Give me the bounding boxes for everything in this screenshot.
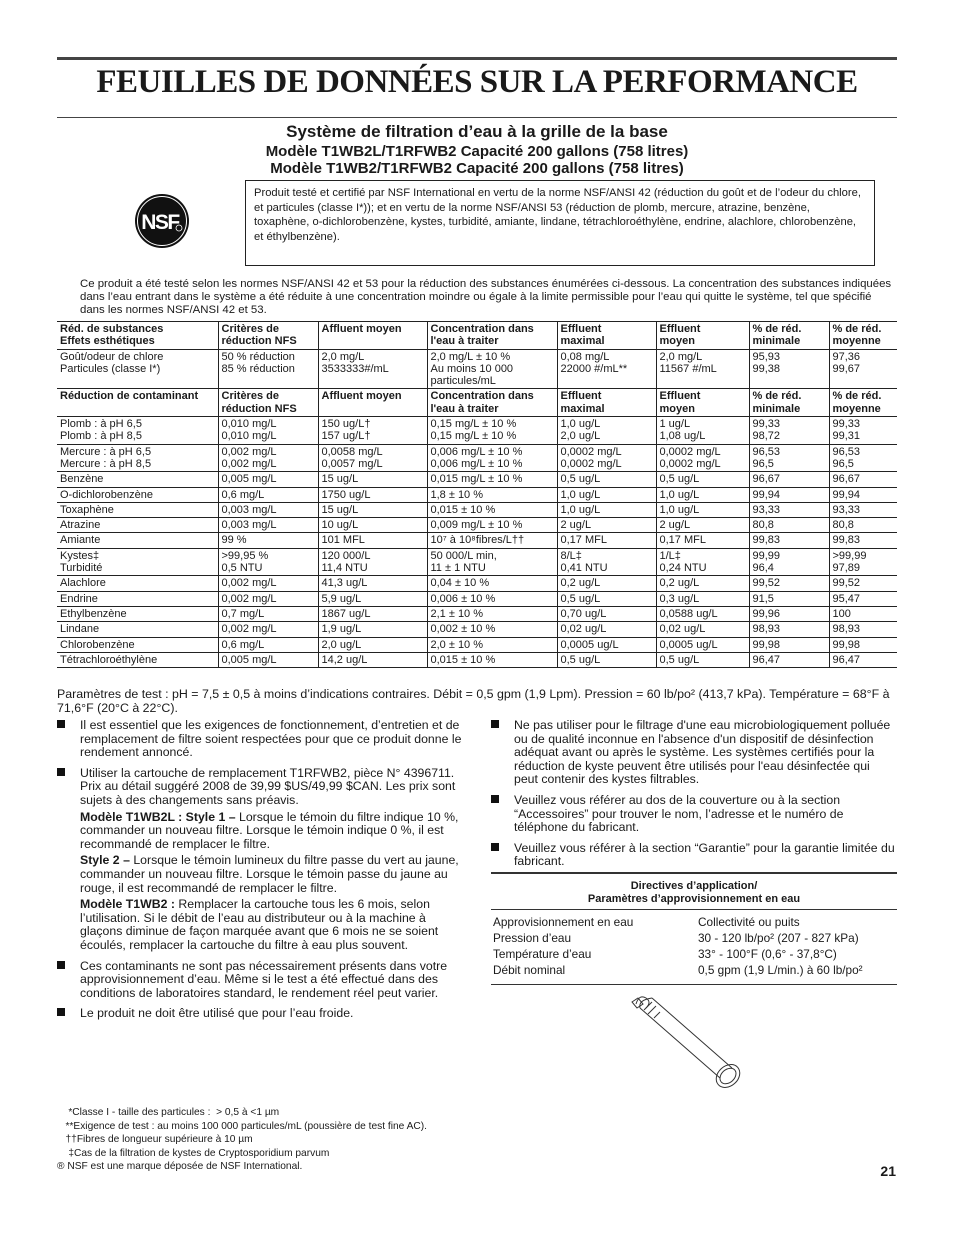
table-cell: 100 [829, 606, 897, 621]
left-notes [57, 719, 462, 1028]
list-item: Veuillez vous référer au dos de la couverture ou à la section “Accessoires” pour trouver le nom, l’adresse et le numéro de téléphone du fabricant. [491, 794, 897, 835]
table-cell: Alachlore [60, 577, 106, 590]
table-cell: 1867 ug/L [318, 606, 427, 621]
table-cell: 80,8 [749, 518, 829, 533]
table-cell: 8/L‡ 0,41 NTU [557, 548, 656, 576]
table-cell: 0,7 mg/L [218, 606, 318, 621]
model-t1wb2l-note: Modèle T1WB2L : Style 1 – Lorsque le témoin du filtre indique 10 %, commander un nouveau filtre. Lorsque le témoin indique 0 %, il est recommandé de remplacer le filtre. [80, 809, 459, 851]
table-cell: 0,08 mg/L 22000 #/mL** [557, 349, 656, 389]
table-cell: 14,2 ug/L [318, 652, 427, 667]
table-cell: 99,33 98,72 [749, 417, 829, 445]
table-cell: 96,53 96,5 [829, 444, 897, 472]
table-cell: 99,99 96,4 [749, 548, 829, 576]
table-cell: Kystes‡ Turbidité [60, 549, 103, 575]
table-cell: 5,9 ug/L [318, 591, 427, 606]
table-cell: 0,17 MFL [656, 533, 749, 548]
column-header: Affluent moyen [318, 322, 427, 350]
table-cell: 0,5 ug/L [557, 472, 656, 487]
table-row [57, 606, 897, 621]
table-cell: 2,0 ± 10 % [427, 637, 557, 652]
table-cell: 99,94 [749, 487, 829, 502]
table-cell: 96,67 [829, 472, 897, 487]
table-cell: 99,96 [749, 606, 829, 621]
table-cell: 0,0588 ug/L [656, 606, 749, 621]
table-cell: Critères de réduction NFS [218, 389, 318, 417]
table-cell: 0,6 mg/L [218, 637, 318, 652]
table-row [57, 622, 897, 637]
table-cell: O-dichlorobenzène [60, 488, 153, 501]
table-cell: 0,015 mg/L ± 10 % [427, 472, 557, 487]
table-cell: 96,47 [829, 652, 897, 667]
table-cell: 97,36 99,67 [829, 349, 897, 389]
directives-header: Directives d’application/ Paramètres d’approvisionnement en eau [491, 872, 897, 910]
table-cell: Ethylbenzène [60, 607, 127, 620]
table-cell: 0,0002 mg/L 0,0002 mg/L [656, 444, 749, 472]
table-row [57, 548, 897, 576]
table-cell: Plomb : à pH 6,5 Plomb : à pH 8,5 [60, 418, 142, 443]
table-cell: 1,0 ug/L [557, 487, 656, 502]
table-cell: Atrazine [60, 519, 101, 532]
footnote: ‡Cas de la filtration de kystes de Cryptosporidium parvum [57, 1147, 330, 1159]
table-cell: 1,0 ug/L 2,0 ug/L [557, 417, 656, 445]
table-cell: Lindane [60, 623, 100, 636]
table-cell: 15 ug/L [318, 502, 427, 517]
table-cell: Goût/odeur de chlore Particules (classe I*) [60, 350, 164, 375]
column-header: Effluent maximal [557, 322, 656, 350]
table-cell: Tétrachloroéthylène [60, 653, 158, 666]
table-cell: % de réd. minimale [749, 389, 829, 417]
footnote: **Exigence de test : au moins 100 000 particules/mL (poussière de test fine AC). [57, 1120, 427, 1132]
table-cell: 0,2 ug/L [656, 576, 749, 591]
list-item: Utiliser la cartouche de remplacement T1RFWB2, pièce N° 4396711. Prix au détail suggéré 2008 de 39,99 $US/49,99 $CAN. Les prix sont sujets à des changements sans préavis. Modèle T1WB2L : Style 1 – Lorsque le témoin du filtre indique 10 %, commander un nouveau filtre. Lorsque le témoin indique 0 %, il est recommandé de remplacer le filtre. Style 2 – Lorsque le témoin lumineux du filtre passe du vert au jaune, commander un nouveau filtre. Lorsque le témoin passe du jaune au rouge, il est recommandé de remplacer le filtre. Modèle T1WB2 : Remplacer la cartouche tous les 6 mois, selon l’utilisation. Si le débit de l’eau au distributeur ou à la machine à glaçons diminue de façon marquée avant que 6 mois ne se soient écoulés, remplacer la cartouche du filtre à eau plus souvent. [57, 767, 462, 953]
list-item: Ces contaminants ne sont pas nécessairement présents dans votre approvisionnement d’eau. Même si le test a été effectué dans des conditions de laboratoires standard, le rendement réel peut varier. [57, 960, 462, 1001]
title-rule [57, 117, 897, 118]
table-cell: 99,83 [749, 533, 829, 548]
table-cell: 0,15 mg/L ± 10 % 0,15 mg/L ± 10 % [427, 417, 557, 445]
table-row [57, 576, 897, 591]
table-cell: 0,5 ug/L [656, 652, 749, 667]
bullet-icon [57, 768, 65, 776]
table-cell: 0,003 mg/L [218, 518, 318, 533]
bullet-icon [491, 795, 499, 803]
directive-row: Température d’eau 33° - 100°F (0,6° - 37,8°C) [493, 947, 837, 961]
table-cell: Effluent moyen [656, 389, 749, 417]
nsf-logo-icon [134, 193, 190, 249]
directive-row: Débit nominal 0,5 gpm (1,9 L/min.) à 60 lb/po² [493, 963, 863, 977]
table-cell: 0,002 ± 10 % [427, 622, 557, 637]
table-cell: 0,04 ± 10 % [427, 576, 557, 591]
table-cell: 0,5 ug/L [557, 652, 656, 667]
table-row [57, 652, 897, 667]
table-cell: 2 ug/L [557, 518, 656, 533]
column-header: % de réd. moyenne [829, 322, 897, 350]
table-row [57, 533, 897, 548]
footnotes [57, 1106, 557, 1174]
table-cell: 1,0 ug/L [656, 487, 749, 502]
table-cell: 15 ug/L [318, 472, 427, 487]
table-cell: 101 MFL [318, 533, 427, 548]
table-cell: 91,5 [749, 591, 829, 606]
table-cell: 0,002 mg/L [218, 591, 318, 606]
list-item: Il est essentiel que les exigences de fonctionnement, d’entretien et de remplacement de filtre soient respectées pour que ce produit donne le rendement annoncé. [57, 719, 462, 760]
table-cell: Chlorobenzène [60, 638, 135, 651]
table-cell: 0,02 ug/L [557, 622, 656, 637]
table-cell: 50 % réduction 85 % réduction [218, 349, 318, 389]
table-cell: 96,67 [749, 472, 829, 487]
table-cell: 0,5 ug/L [557, 591, 656, 606]
table-cell: 0,02 ug/L [656, 622, 749, 637]
directives-table [491, 872, 897, 985]
table-cell: 1,0 ug/L [656, 502, 749, 517]
table-cell: 0,002 mg/L [218, 622, 318, 637]
model-line-2: Modèle T1WB2/T1RFWB2 Capacité 200 gallons (758 litres) [270, 160, 684, 177]
table-subheader [57, 389, 897, 417]
table-cell: 0,006 mg/L ± 10 % 0,006 mg/L ± 10 % [427, 444, 557, 472]
table-cell: 41,3 ug/L [318, 576, 427, 591]
table-cell: 95,93 99,38 [749, 349, 829, 389]
bullet-icon [57, 1008, 65, 1016]
page-number: 21 [880, 1163, 896, 1179]
table-cell: 1,8 ± 10 % [427, 487, 557, 502]
model-t1wb2-note: Modèle T1WB2 : Remplacer la cartouche tous les 6 mois, selon l’utilisation. Si le débit de l’eau au distributeur ou à la machine à glaçons diminue de façon marquée avant que 6 mois ne se soient écoulés, remplacer la cartouche du filtre à eau plus souvent. [80, 897, 439, 952]
table-cell: Benzène [60, 473, 104, 486]
table-cell: 1 ug/L 1,08 ug/L [656, 417, 749, 445]
table-cell: 99,52 [829, 576, 897, 591]
column-header: % de réd. minimale [749, 322, 829, 350]
footnote: *Classe I - taille des particules : > 0,5 à <1 µm [57, 1107, 280, 1118]
table-cell: 1750 ug/L [318, 487, 427, 502]
test-parameters: Paramètres de test : pH = 7,5 ± 0,5 à moins d’indications contraires. Débit = 0,5 gpm (1,9 Lpm). Pression = 60 lb/po² (413,7 kPa). Température = 68°F à 71,6°F (20°C à 22°C). [57, 687, 890, 716]
table-cell: 2,1 ± 10 % [427, 606, 557, 621]
filter-cartridge-illustration [620, 990, 760, 1100]
table-cell: 80,8 [829, 518, 897, 533]
column-header: Réd. de substances Effets esthétiques [60, 323, 164, 348]
bullet-icon [57, 961, 65, 969]
performance-table [57, 321, 897, 668]
table-cell: % de réd. moyenne [829, 389, 897, 417]
footnote: ® NSF est une marque déposée de NSF International. [57, 1161, 303, 1173]
table-cell: 0,2 ug/L [557, 576, 656, 591]
directive-row: Pression d’eau 30 - 120 lb/po² (207 - 827 kPa) [493, 931, 859, 945]
list-item: Veuillez vous référer à la section “Garantie” pour la garantie limitée du fabricant. [491, 842, 897, 869]
top-rule [57, 57, 897, 60]
table-cell: >99,99 97,89 [829, 548, 897, 576]
table-cell: 93,33 [829, 502, 897, 517]
table-cell: 0,3 ug/L [656, 591, 749, 606]
table-cell: 50 000/L min, 11 ± 1 NTU [427, 548, 557, 576]
table-cell: 2,0 mg/L ± 10 % Au moins 10 000 particules/mL [427, 349, 557, 389]
table-cell: 0,002 mg/L [218, 576, 318, 591]
right-notes [491, 719, 897, 876]
table-cell: 98,93 [829, 622, 897, 637]
table-cell: 99,98 [749, 637, 829, 652]
table-cell: 0,006 ± 10 % [427, 591, 557, 606]
certification-box: Produit testé et certifié par NSF International en vertu de la norme NSF/ANSI 42 (réduction du goût et de l’odeur du chlore, et particules (classe I*)); et en vertu de la norme NSF/ANSI 53 (réduction de plomb, mercure, atrazine, benzène, toxaphène, o-dichlorobenzène, kystes, turbidité, amiante, lindane, tétrachloroéthylène, endrine, alachlore, chlorobenzène, et éthylbenzène). [245, 180, 875, 266]
table-cell: 99 % [218, 533, 318, 548]
table-cell: 0,5 ug/L [656, 472, 749, 487]
table-cell: 0,0005 ug/L [557, 637, 656, 652]
table-cell: 2 ug/L [656, 518, 749, 533]
bullet-icon [57, 720, 65, 728]
model-line-1: Modèle T1WB2L/T1RFWB2 Capacité 200 gallons (758 litres) [265, 143, 689, 160]
table-row [57, 487, 897, 502]
table-cell: 10 ug/L [318, 518, 427, 533]
table-cell: Endrine [60, 592, 98, 605]
table-cell: 99,94 [829, 487, 897, 502]
table-cell: 93,33 [749, 502, 829, 517]
table-cell: 0,6 mg/L [218, 487, 318, 502]
table-cell: Concentration dans l'eau à traiter [427, 389, 557, 417]
table-cell: 2,0 ug/L [318, 637, 427, 652]
table-cell: Réduction de contaminant [60, 390, 199, 403]
table-cell: 0,002 mg/L 0,002 mg/L [218, 444, 318, 472]
intro-paragraph: Ce produit a été testé selon les normes NSF/ANSI 42 et 53 pour la réduction des substances énumérées ci-dessous. La concentration des substances indiquées dans l’eau entrant dans le système a été réduite à une concentration moindre ou égale à la limite permissible pour l’eau qui quitte le système, tel que spécifié dans les normes NSF/ANSI 42 et 53. [80, 278, 892, 317]
table-cell: 0,0058 mg/L 0,0057 mg/L [318, 444, 427, 472]
table-cell: 96,47 [749, 652, 829, 667]
table-row [57, 349, 897, 389]
table-cell: 150 ug/L† 157 ug/L† [318, 417, 427, 445]
table-cell: 1,9 ug/L [318, 622, 427, 637]
bullet-icon [491, 843, 499, 851]
bullet-icon [491, 720, 499, 728]
table-cell: 99,33 99,31 [829, 417, 897, 445]
table-cell: 95,47 [829, 591, 897, 606]
style2-note: Style 2 – Lorsque le témoin lumineux du filtre passe du vert au jaune, commander un nouveau filtre. Lorsque le témoin passe du jaune au rouge, il est recommandé de remplacer le filtre. [80, 853, 459, 895]
table-row [57, 417, 897, 445]
table-cell: 10⁷ à 10⁸fibres/L†† [427, 533, 557, 548]
table-cell: 99,83 [829, 533, 897, 548]
table-cell: 99,52 [749, 576, 829, 591]
table-cell: 0,0002 mg/L 0,0002 mg/L [557, 444, 656, 472]
table-row [57, 444, 897, 472]
table-cell: 0,003 mg/L [218, 502, 318, 517]
table-cell: 0,005 mg/L [218, 652, 318, 667]
table-row [57, 637, 897, 652]
column-header: Critères de réduction NFS [218, 322, 318, 350]
table-cell: 0,17 MFL [557, 533, 656, 548]
list-item: Le produit ne doit être utilisé que pour l’eau froide. [57, 1007, 462, 1021]
table-cell: 0,015 ± 10 % [427, 502, 557, 517]
table-cell: 0,005 mg/L [218, 472, 318, 487]
table-cell: 2,0 mg/L 11567 #/mL [656, 349, 749, 389]
table-row [57, 502, 897, 517]
directive-row: Approvisionnement en eau Collectivité ou puits [493, 915, 800, 929]
svg-text:NSF: NSF [141, 211, 179, 234]
footnote: ††Fibres de longueur supérieure à 10 µm [57, 1134, 253, 1146]
table-header [57, 322, 897, 350]
table-cell: 98,93 [749, 622, 829, 637]
table-cell: Effluent maximal [557, 389, 656, 417]
table-cell: 2,0 mg/L 3533333#/mL [318, 349, 427, 389]
page-title: FEUILLES DE DONNÉES SUR LA PERFORMANCE [96, 64, 858, 100]
list-item: Ne pas utiliser pour le filtrage d'une eau microbiologiquement polluée ou de qualité inconnue en l'absence d'un dispositif de désinfection adéquat avant ou après le système. Les systèmes certifiés pour la réduction de kyste peuvent être utilisés pour l'eau désinfectée qui peut contenir des kystes filtrables. [491, 719, 897, 787]
table-cell: 0,70 ug/L [557, 606, 656, 621]
table-cell: 0,010 mg/L 0,010 mg/L [218, 417, 318, 445]
table-cell: 0,0005 ug/L [656, 637, 749, 652]
table-cell: 0,015 ± 10 % [427, 652, 557, 667]
column-header: Concentration dans l'eau à traiter [427, 322, 557, 350]
table-cell: >99,95 % 0,5 NTU [218, 548, 318, 576]
table-row [57, 591, 897, 606]
subtitle: Système de filtration d’eau à la grille de la base [286, 122, 668, 141]
table-cell: Affluent moyen [318, 389, 427, 417]
table-cell: Mercure : à pH 6,5 Mercure : à pH 8,5 [60, 445, 152, 470]
table-cell: 1/L‡ 0,24 NTU [656, 548, 749, 576]
table-cell: Toxaphène [60, 503, 114, 516]
table-cell: 120 000/L 11,4 NTU [318, 548, 427, 576]
column-header: Effluent moyen [656, 322, 749, 350]
table-cell: 1,0 ug/L [557, 502, 656, 517]
table-cell: 0,009 mg/L ± 10 % [427, 518, 557, 533]
table-cell: 96,53 96,5 [749, 444, 829, 472]
table-cell: Amiante [60, 534, 101, 547]
table-row [57, 518, 897, 533]
table-cell: 99,98 [829, 637, 897, 652]
table-row [57, 472, 897, 487]
